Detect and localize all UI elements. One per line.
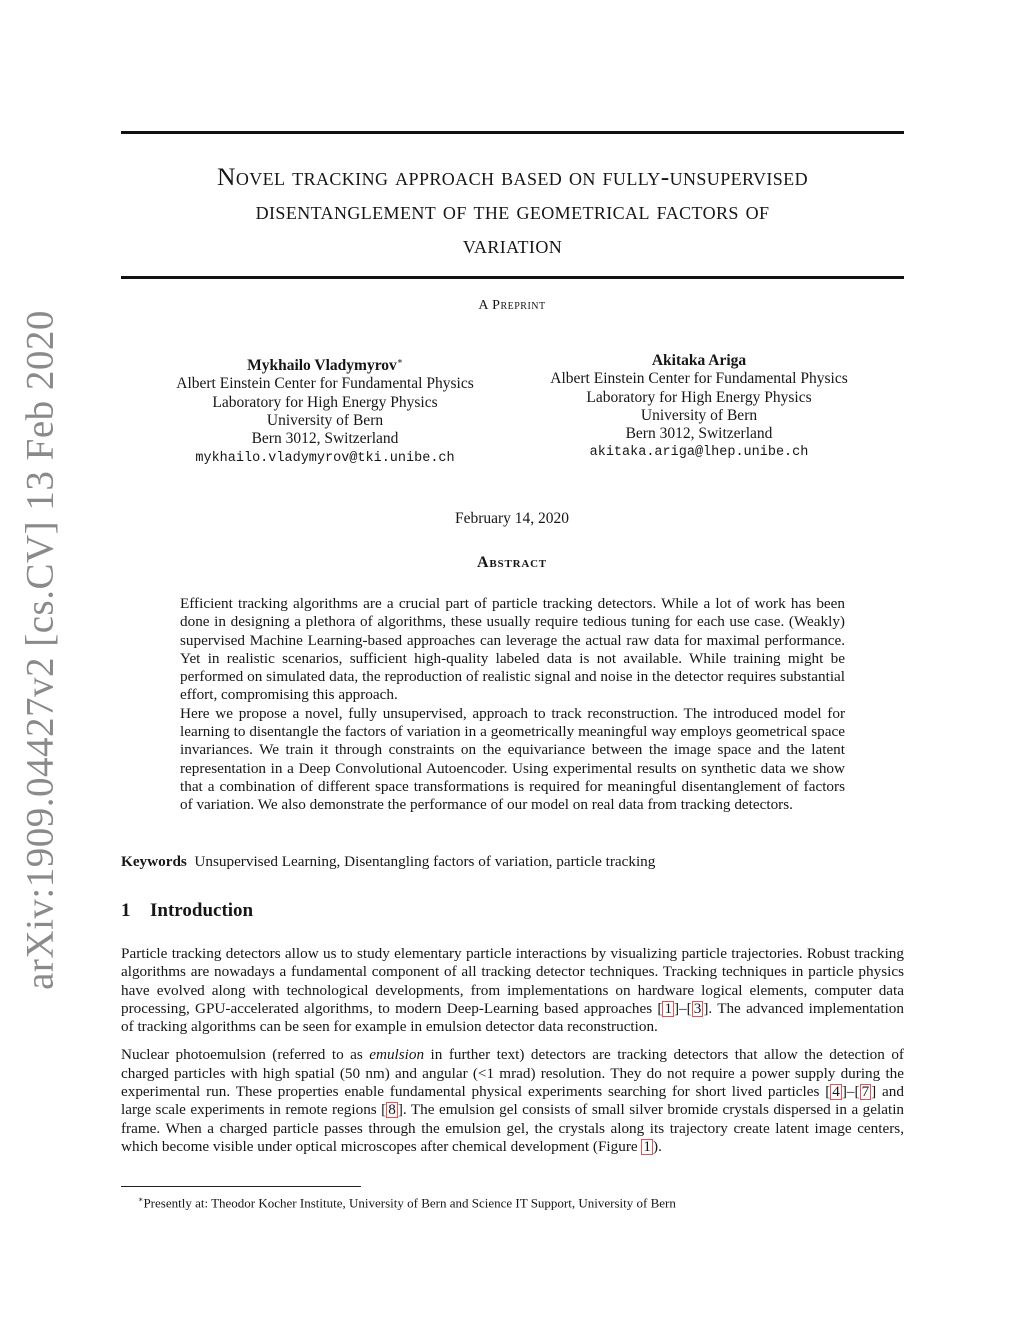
paper-title xyxy=(121,160,904,262)
citation-link[interactable]: 4 xyxy=(832,1083,840,1101)
author-affiliation: University of Bern xyxy=(640,406,758,424)
arxiv-stamp: arXiv:1909.04427v2 [cs.CV] 13 Feb 2020 xyxy=(18,310,62,990)
author-email-link[interactable]: akitaka.ariga@lhep.unibe.ch xyxy=(589,445,809,461)
author-affiliation: Albert Einstein Center for Fundamental Physics xyxy=(550,370,848,388)
abstract-paragraph: Efficient tracking algorithms are a crucial part of particle tracking detectors. While a lot of work has been done in designing a plethora of algorithms, these usually require tedious tuning for each use case. (Weakly) supervised Machine Learning-based approaches can leverage the actual raw data for maximal performance. Yet in realistic scenarios, sufficient high-quality labeled data is not available. While training might be performed on simulated data, the reproduction of realistic signal and noise in the detector requires substantial effort, compromising this approach. xyxy=(180,595,845,704)
citation-link[interactable]: 1 xyxy=(664,999,673,1017)
author-affiliation: University of Bern xyxy=(266,412,384,430)
title-line-2: disentanglement of the geometrical factors of xyxy=(255,196,770,225)
footnote-rule xyxy=(121,1186,361,1187)
footnote xyxy=(138,1192,676,1211)
preprint-label: A Preprint xyxy=(478,298,546,313)
author-affiliation: Albert Einstein Center for Fundamental Physics xyxy=(176,375,474,393)
title-line-3: variation xyxy=(462,230,563,259)
footnote-text: Presently at: Theodor Kocher Institute, University of Bern and Science IT Support, University of Bern xyxy=(143,1195,676,1211)
title-rule-top xyxy=(121,131,904,134)
abstract-paragraph: Here we propose a novel, fully unsupervised, approach to track reconstruction. The introduced model for learning to disentangle the factors of variation in a geometrically meaningful way employs geometrical space invariances. We train it through constraints on the equivariance between the image space and the latent representation in a Deep Convolutional Autoencoder. Using experimental results on synthetic data we show that a combination of different space transformations is required for meaningful disentanglement of factors of variation. We also demonstrate the performance of our model on real data from tracking detectors. xyxy=(180,704,845,814)
keywords-label: Keywords xyxy=(121,853,187,870)
footnote-mark: ∗ xyxy=(138,1195,144,1204)
figure-link[interactable]: 1 xyxy=(643,1137,652,1155)
author-address: Bern 3012, Switzerland xyxy=(625,425,773,443)
author-affiliation: Laboratory for High Energy Physics xyxy=(212,393,438,411)
emphasis: emulsion xyxy=(369,1046,425,1064)
citation-link[interactable]: 7 xyxy=(861,1083,870,1101)
title-rule-bottom xyxy=(121,276,904,279)
abstract-heading: Abstract xyxy=(477,554,547,571)
section-heading xyxy=(121,900,253,922)
body-paragraph: Nuclear photoemulsion (referred to as emulsion in further text) detectors are tracking detectors that allow the detection of charged particles with high spatial (50 nm) and angular (<1 mrad) resolution. They do not require a power supply during the experimental run. These properties enable fundamental physical experiments searching for short lived particles [ 4 ]–[ 7 ] and large scale experiments in remote regions [ 8 ]. The emulsion gel consists of small silver bromide crystals dispersed in a gelatin frame. When a charged particle passes through the emulsion gel, the crystals along its trajectory create latent image centers, which become visible under optical microscopes after chemical development (Figure 1 ). xyxy=(121,1046,905,1155)
author-block-1 xyxy=(145,352,505,468)
section-body xyxy=(121,945,904,1166)
publication-date: February 14, 2020 xyxy=(454,510,570,527)
author-block-2 xyxy=(519,352,879,463)
author-email-link[interactable]: mykhailo.vladymyrov@tki.unibe.ch xyxy=(195,450,455,466)
author-name: Akitaka Ariga xyxy=(651,352,747,369)
body-paragraph: Particle tracking detectors allow us to study elementary particle interactions by visualizing particle trajectories. Robust tracking algorithms are nowadays a fundamental component of all tracking detector techniques. Tracking techniques in particle physics have evolved along with technological developments, from implementations on hardware logical elements, computer data processing, GPU-accelerated algorithms, to modern Deep-Learning based approaches [ 1 ]–[ 3 ]. The advanced implementation of tracking algorithms can be seen for example in emulsion detector data reconstruction. xyxy=(121,945,904,1036)
title-line-1: Novel tracking approach based on fully-unsupervised xyxy=(217,162,808,191)
keywords xyxy=(121,853,904,871)
section-number: 1 xyxy=(121,900,131,921)
section-title: Introduction xyxy=(150,900,254,921)
keywords-text: Unsupervised Learning, Disentangling factors of variation, particle tracking xyxy=(194,853,656,870)
author-affiliation: Laboratory for High Energy Physics xyxy=(586,388,812,406)
author-address: Bern 3012, Switzerland xyxy=(251,430,399,448)
author-name: Mykhailo Vladymyrov∗ xyxy=(247,356,403,375)
citation-link[interactable]: 3 xyxy=(693,999,702,1017)
author-footnote-mark[interactable]: ∗ xyxy=(396,356,403,366)
citation-link[interactable]: 8 xyxy=(388,1101,396,1119)
abstract-body xyxy=(180,595,845,815)
